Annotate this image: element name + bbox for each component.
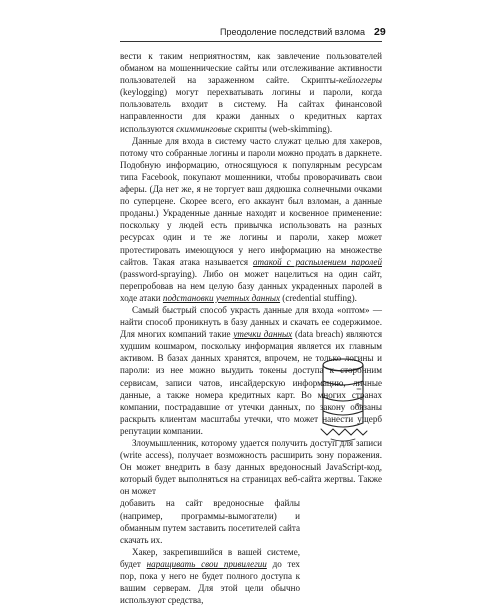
paragraph-5: Хакер, закрепившийся в вашей системе, будет наращивать свои привилегии до тех пор, пока у него не будет полного доступа к вашим серверам. Для этой цели обычно используют средства, xyxy=(120,546,300,606)
page-number: 29 xyxy=(374,26,386,38)
term-credential-stuffing: подстановки учетных данных xyxy=(162,292,281,303)
paragraph-4: Злоумышленник, которому удается получить доступ для записи (write access), получает возможность расширить зону поражения. Он может внедрить в базу данных вредоносный JavaScript-код, который будет выполняться на страницах веб-сайта жертвы. Также он может xyxy=(120,438,382,497)
term-data-breach: утечки данных xyxy=(233,329,293,340)
paragraph-3: Самый быстрый способ украсть данные для входа «оптом» — найти способ проникнуть в базу данных и скачать ее содержимое. Для многих компаний такие утечки данных (data breach) являются худшим кошмаром, поскольку информация является их главным активом. В базах данных хранятся, впрочем, не только логины и пароли: из нее можно выудить токены доступа к сторонним сервисам, записи чатов, инсайдерскую информацию, личные данные, а также номера кредитных карт. Во многих странах компании, пострадавшие от утечки данных, по закону обязаны раскрыть клиентам масштабы утечки, что может нанести ущерб репутации компании. xyxy=(120,304,383,436)
term-privilege-escalation: наращивать свои привилегии xyxy=(146,558,267,569)
term-password-spraying: атакой с распылением паролей xyxy=(252,256,382,267)
paragraph-1: вести к таким неприятностям, как завлечение пользователей обманом на мошеннические сайты или отслеживание активности пользователей на зараженном сайте. Скрипты-кейлоггеры (keylogging) могут перехватывать логины и пароли, когда пользователь входит в систему. На сайтах финансовой направленности для кражи данных о кредитных картах используются скимминговые скрипты (web-skimming). xyxy=(120,51,382,134)
database-stack-icon xyxy=(313,355,373,445)
term-keylogger: кейлоггеры xyxy=(338,75,382,86)
term-skimming: скимминговые xyxy=(176,123,232,134)
header-rule xyxy=(120,41,382,42)
figure-database xyxy=(313,355,373,445)
body-text xyxy=(120,50,382,606)
page-header xyxy=(0,27,500,43)
running-head: Преодоление последствий взлома xyxy=(219,27,365,37)
paragraph-4-continued: добавить на сайт вредоносные файлы (например, программы-вымогатели) и обманным путем заставить посетителей сайта скачать их. xyxy=(120,498,300,545)
paragraph-2: Данные для входа в систему часто служат целью для хакеров, потому что собранные логины и пароли можно продать в даркнете. Подобную информацию, относящуюся к популярным ресурсам типа Facebook, покупают мошенники, чтобы проворачивать свои аферы. (Да нет же, я не торгует ваш дядюшка солнечными очками по суперцене. Скорее всего, его аккаунт был взломан, а данные проданы.) Украденные данные находят и косвенное применение: поскольку у людей есть привычка использовать на разных ресурсах один и те же логины и пароли, хакер может протестировать имеющуюся у него информацию на множестве сайтов. Такая атака называется атакой с распылением паролей (password-spraying). Либо он может нацелиться на один сайт, перепробовав на нем целую базу данных украденных паролей в ходе атаки подстановки учетных данных (credential stuffing). xyxy=(120,135,382,303)
